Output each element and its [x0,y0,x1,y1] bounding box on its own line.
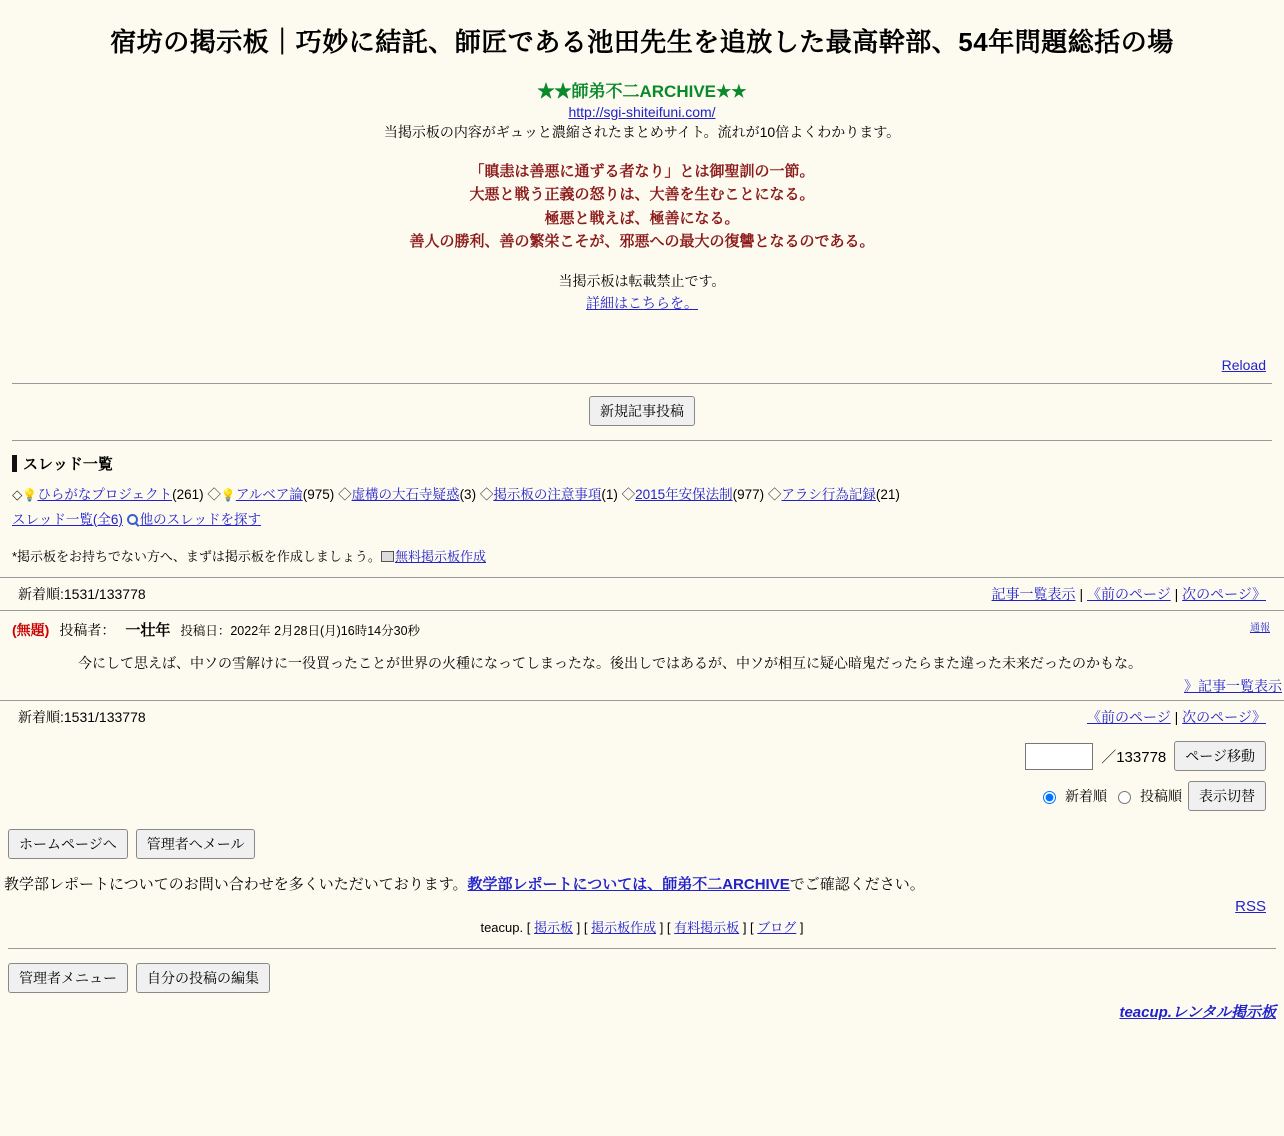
thread-list-header [0,453,1284,474]
navbar-top-links [992,584,1266,604]
next-page-link-bottom[interactable]: 次のページ》 [1182,709,1266,726]
thread-count: (21) [875,487,900,502]
new-post-row [0,396,1284,426]
thread-count: (977) [732,487,765,502]
teacup-footer [0,915,1284,942]
teacup-link-bbs[interactable]: 掲示板 [533,920,573,936]
thread-list [0,482,1284,508]
article-list-link-row [0,676,1284,700]
page-number-input[interactable] [1025,743,1093,770]
thread-count: (261) [172,487,204,502]
page-jump-row [0,733,1284,771]
thread-list-heading: スレッド一覧 [23,456,113,473]
post-date: 投稿日：2022年 2月28日(月)16時14分30秒 [180,623,421,638]
rss-link[interactable]: RSS [1235,898,1266,916]
divider-bottom [8,948,1276,949]
admin-button-row [0,955,1284,1001]
quote-line-3: 極悪と戦えば、極善になる。 [544,209,740,227]
free-bbs-text: *掲示板をお持ちでない方へ、まずは掲示板を作成しましょう。 [12,548,381,564]
bulb-icon: 💡 [220,488,236,502]
article-post [0,611,1284,677]
divider-top [12,383,1272,384]
thread-link[interactable]: ひらがなプロジェクト [37,487,173,502]
repost-notice-text: 当掲示板は転載禁止です。 [558,273,726,289]
sort-new-radio[interactable] [1043,791,1056,804]
inquiry-text-before: 教学部レポートについてのお問い合わせを多くいただいております。 [4,876,468,894]
free-bbs-link[interactable]: 無料掲示板作成 [394,548,486,564]
nav-separator: | [1079,585,1084,602]
sort-toggle-button[interactable]: 表示切替 [1188,781,1266,811]
page-title: 宿坊の掲示板｜巧妙に結託、師匠である池田先生を追放した最高幹部、54年問題総括の場 [110,27,1174,57]
page-root [0,22,1284,1028]
inquiry-text-after: でご確認ください。 [789,876,925,894]
admin-menu-button[interactable]: 管理者メニュー [8,963,128,993]
diamond-icon: ◇ [207,487,221,502]
thread-link[interactable]: アラシ行為記録 [781,487,876,502]
list-item [12,487,204,502]
header-bar-icon [12,455,17,472]
diamond-icon: ◇ [338,487,352,502]
page-total-label: ／133778 [1101,748,1167,766]
article-header [12,619,1272,640]
quote-line-2: 大悪と戦う正義の怒りは、大善を生むことになる。 [469,186,815,204]
archive-heading: ★★師弟不二ARCHIVE★★ [537,82,747,101]
thread-count: (975) [302,487,335,502]
article-subject: (無題) [12,621,50,638]
list-item [622,487,765,502]
teacup-bracket: ] [ [576,920,588,936]
inquiry-row [0,865,1284,898]
archive-url-link[interactable]: http://sgi-shiteifuni.com/ [568,104,716,120]
thread-count: (1) [601,487,618,502]
sort-post-radio[interactable] [1118,791,1131,804]
sort-row [0,771,1284,811]
thread-link[interactable]: 2015年安保法制 [635,487,733,502]
quote-line-1: 「瞋恚は善悪に通ずる者なり」とは御聖訓の一節。 [469,163,815,180]
list-item [338,487,476,502]
quote-block [0,160,1284,253]
navbar-bottom-links [1087,707,1266,727]
page-move-button[interactable]: ページ移動 [1174,741,1266,771]
navbar-bottom [0,700,1284,733]
nav-separator: | [1174,585,1179,602]
rental-bbs-link[interactable]: teacup.レンタル掲示板 [1119,1004,1276,1022]
post-counter: 新着順:1531/133778 [18,585,146,602]
bottom-button-row [0,811,1284,865]
homepage-button[interactable]: ホームページへ [8,829,128,859]
sort-new-label: 新着順 [1065,788,1107,805]
thread-links-secondary [0,508,1284,528]
article-list-view-link[interactable]: 》記事一覧表示 [1184,678,1282,695]
diamond-icon: ◇ [621,487,636,502]
navbar-top [0,577,1284,611]
diamond-icon: ◇ [767,487,782,502]
archive-description: 当掲示板の内容がギュッと濃縮されたまとめサイト。流れが10倍よくわかります。 [383,124,901,140]
rss-row [0,898,1284,915]
post-counter-bottom: 新着順:1531/133778 [18,709,146,726]
diamond-icon: ◇ [479,487,494,502]
divider-threads [12,440,1272,441]
poster-name: 一壮年 [125,621,171,639]
inquiry-link[interactable]: 教学部レポートについては、師弟不二ARCHIVE [467,876,790,894]
reload-link[interactable]: Reload [1221,357,1266,373]
list-item [480,487,618,502]
rental-footer [0,1001,1284,1028]
thread-link[interactable]: アルベア論 [235,487,303,502]
mail-admin-button[interactable]: 管理者へメール [136,829,256,859]
report-link[interactable]: 通報 [1250,622,1270,634]
free-bbs-row [0,546,1284,565]
prev-page-link-bottom[interactable]: 《前のページ [1086,709,1171,726]
list-item [207,487,334,502]
thread-count: (3) [459,487,477,502]
teacup-bracket: ] [ [742,920,754,936]
archive-block [0,77,1284,142]
repost-notice-link[interactable]: 詳細はこちらを。 [586,295,698,311]
sort-post-label: 投稿順 [1140,788,1182,805]
edit-own-posts-button[interactable]: 自分の投稿の編集 [136,963,270,993]
nav-separator: | [1174,709,1179,726]
list-item [768,487,900,502]
prev-page-link[interactable]: 《前のページ [1086,585,1171,602]
teacup-bracket: ] [ [659,920,671,936]
search-icon [127,514,138,525]
thread-link[interactable]: 掲示板の注意事項 [493,487,602,502]
diamond-icon: ◇ [12,487,23,502]
new-post-button[interactable]: 新規記事投稿 [589,396,695,426]
list-view-link[interactable]: 記事一覧表示 [991,585,1076,602]
article-body: 今にして思えば、中ソの雪解けに一役買ったことが世界の火種になってしまったな。後出しではあるが、中ソが相互に疑心暗鬼だったらまた違った未来だったのかもな。 [78,654,1142,671]
poster-label: 投稿者： [59,621,116,638]
reload-row [0,357,1284,375]
teacup-bracket: ] [799,920,804,936]
thread-link[interactable]: 虚構の大石寺疑惑 [351,487,460,502]
teacup-link-create[interactable]: 掲示板作成 [591,920,657,936]
teacup-prefix: teacup. [ [480,920,531,936]
teacup-link-blog[interactable]: ブログ [757,920,797,936]
repost-notice [0,271,1284,313]
all-threads-link[interactable]: スレッド一覧(全6) [12,511,123,527]
next-page-link[interactable]: 次のページ》 [1182,585,1266,602]
bbs-icon [381,551,394,562]
search-threads-link[interactable]: 他のスレッドを探す [139,511,262,527]
teacup-link-paid[interactable]: 有料掲示板 [674,920,740,936]
quote-line-4: 善人の勝利、善の繁栄こそが、邪悪への最大の復讐となるのである。 [409,232,875,250]
bulb-icon: 💡 [22,488,38,502]
